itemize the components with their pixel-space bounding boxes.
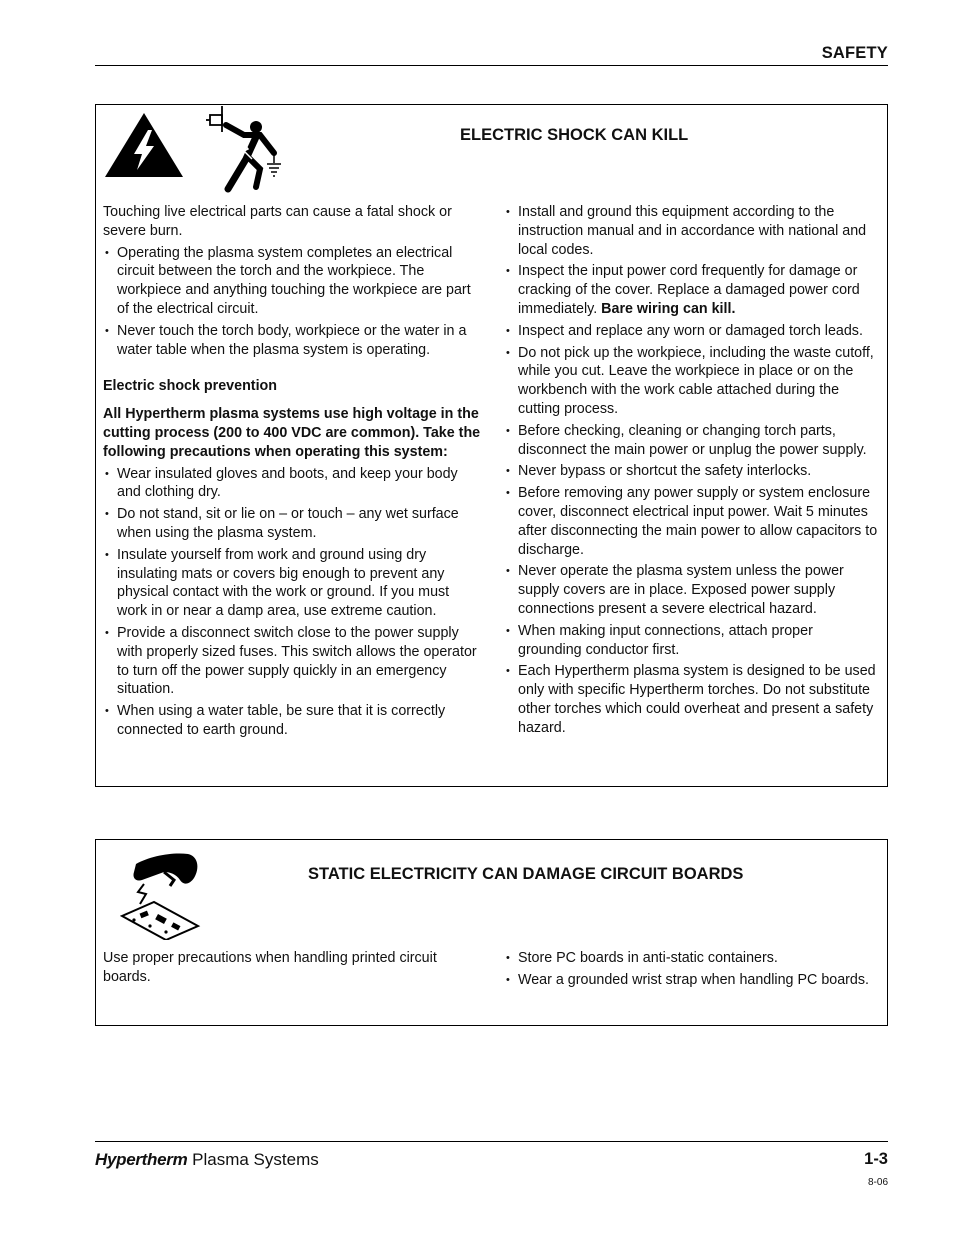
product-name: Plasma Systems [187,1150,319,1169]
static-intro: Use proper precautions when handling printed circuit boards. [103,950,437,985]
list-item [504,262,880,318]
shock-intro-list [103,244,481,360]
brand-logo-text: Hypertherm [95,1150,188,1169]
static-electricity-heading: STATIC ELECTRICITY CAN DAMAGE CIRCUIT BOARDS [308,865,744,883]
list-item: • Before removing any power supply or system enclosure cover, disconnect electrical input power. Wait 5 minutes after disconnecting the main power to allow capacitors to discharge. [504,484,880,559]
list-item: • Install and ground this equipment according to the instruction manual and in accordance with national and local codes. [504,203,880,259]
list-item-text: Inspect the input power cord frequently for damage or cracking of the cover. Replace a damaged power cord immediately. [518,263,860,317]
list-item: • Operating the plasma system completes an electrical circuit between the torch and the workpiece. The workpiece and anything touching the workpiece are part of the electrical circuit. [103,244,481,319]
prevention-heading: Electric shock prevention [103,378,278,395]
list-item: • Do not pick up the workpiece, including the waste cutoff, while you cut. Leave the workpiece in place or on the workbench with the work cable attached during the cutting process. [504,344,880,419]
footer-divider [95,1141,888,1142]
electric-shock-right-column [504,203,880,741]
footer-brand [95,1150,319,1170]
static-precautions-list [504,949,880,990]
bare-wiring-warning: Bare wiring can kill. [601,300,736,317]
voltage-warning: All Hypertherm plasma systems use high voltage in the cutting process (200 to 400 VDC are common). Take the following precautions when operating this system: [103,406,481,460]
electric-shock-heading: ELECTRIC SHOCK CAN KILL [460,126,689,144]
header-divider [95,65,888,66]
page-number: 1-3 [864,1150,888,1168]
shock-intro: Touching live electrical parts can cause a fatal shock or severe burn. [103,204,452,239]
list-item: • Provide a disconnect switch close to the power supply with properly sized fuses. This switch allows the operator to turn off the power supply quickly in an emergency situation. [103,624,481,699]
list-item: • When using a water table, be sure that it is correctly connected to earth ground. [103,702,481,740]
list-item: • Each Hypertherm plasma system is designed to be used only with specific Hypertherm torches. Do not substitute other torches which could overheat and present a safety hazard. [504,662,880,737]
list-item: • Never operate the plasma system unless the power supply covers are in place. Exposed power supply connections present a severe electrical hazard. [504,562,880,618]
static-left-column [103,949,481,990]
list-item: • Store PC boards in anti-static containers. [504,949,880,968]
list-item: • Never touch the torch body, workpiece or the water in a water table when the plasma system is operating. [103,322,481,360]
list-item: • Wear insulated gloves and boots, and keep your body and clothing dry. [103,465,481,503]
static-right-column [504,949,880,993]
list-item: • Inspect and replace any worn or damaged torch leads. [504,322,880,341]
prevention-list [103,465,481,740]
section-title: SAFETY [821,44,888,62]
electrocution-person-icon [204,105,296,195]
list-item: • When making input connections, attach proper grounding conductor first. [504,622,880,660]
list-item: • Wear a grounded wrist strap when handling PC boards. [504,971,880,990]
revision-date: 8-06 [867,1177,888,1188]
high-voltage-warning-icon [104,112,184,178]
static-hand-circuit-board-icon [120,850,202,940]
list-item: • Insulate yourself from work and ground using dry insulating mats or covers big enough to prevent any physical contact with the work or ground. If you must work in or near a damp area, use extreme caution. [103,546,481,621]
list-item: • Do not stand, sit or lie on – or touch – any wet surface when using the plasma system. [103,505,481,543]
static-electricity-panel [95,839,888,1026]
list-item: • Never bypass or shortcut the safety interlocks. [504,462,880,481]
electric-shock-left-column [103,203,481,743]
prevention-list-continued [504,203,880,738]
electric-shock-panel [95,104,888,787]
list-item: • Before checking, cleaning or changing torch parts, disconnect the main power or unplug the power supply. [504,422,880,460]
